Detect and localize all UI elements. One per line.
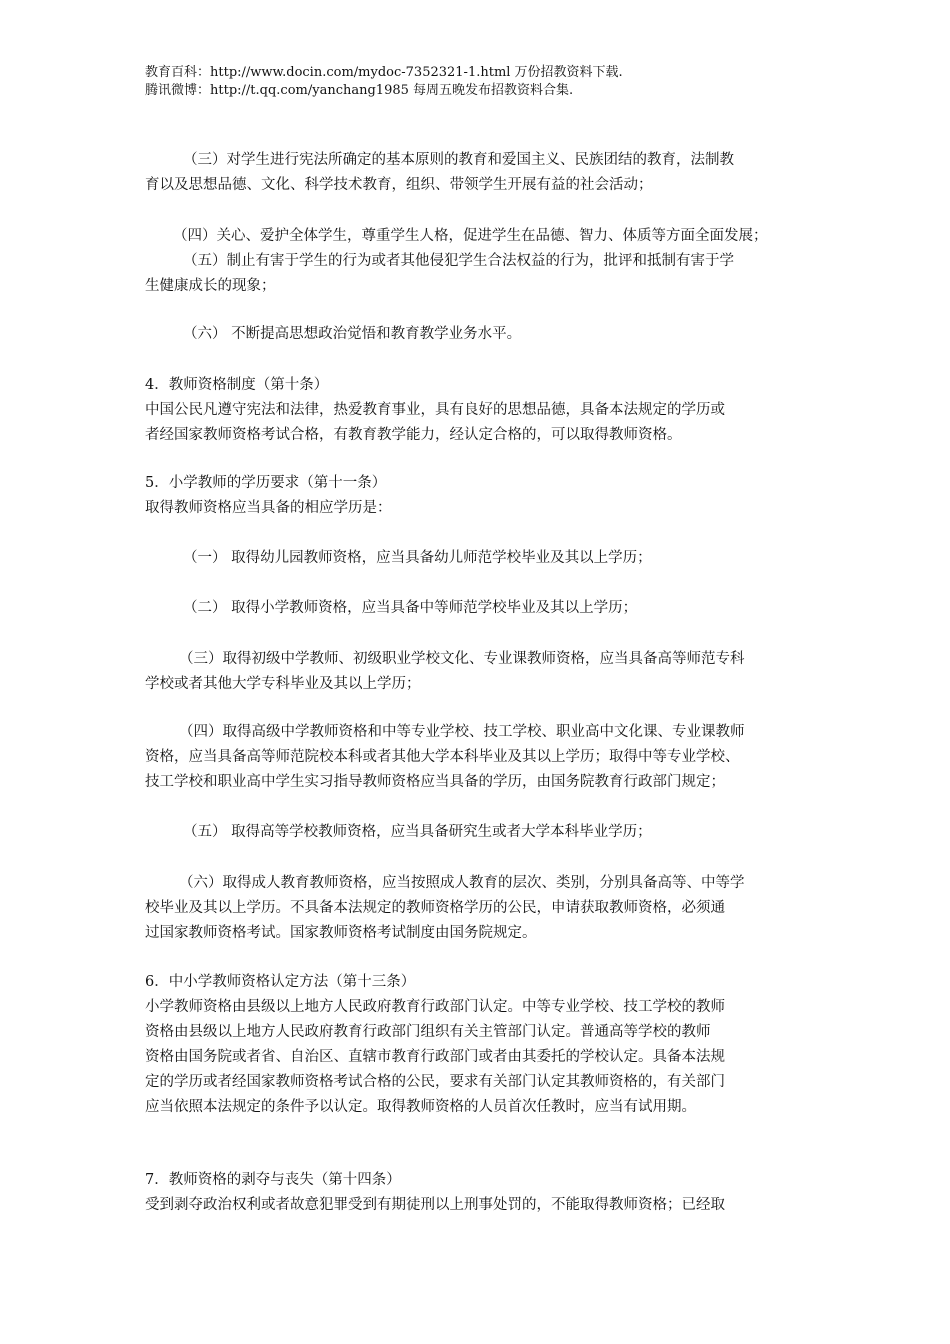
- paragraph-line: 育以及思想品德、文化、科学技术教育，组织、带领学生开展有益的社会活动；: [145, 177, 653, 193]
- paragraph-line: 中国公民凡遵守宪法和法律，热爱教育事业，具有良好的思想品德，具备本法规定的学历或: [145, 402, 725, 418]
- header-line-weibo[interactable]: 腾讯微博：http://t.qq.com/yanchang1985 每周五晚发布招教资料合集.: [145, 83, 574, 98]
- paragraph-line: 取得教师资格应当具备的相应学历是：: [145, 500, 392, 516]
- section-7: [145, 1168, 825, 1218]
- section-title: 6．中小学教师资格认定方法（第十三条）: [145, 974, 416, 990]
- paragraph-line: 定的学历或者经国家教师资格考试合格的公民，要求有关部门认定其教师资格的，有关部门: [145, 1074, 725, 1090]
- paragraph-line: （四）取得高级中学教师资格和中等专业学校、技工学校、职业高中文化课、专业课教师: [179, 724, 745, 740]
- section-title: 4．教师资格制度（第十条）: [145, 377, 329, 393]
- paragraph-line: 学校或者其他大学专科毕业及其以上学历；: [145, 676, 421, 692]
- paragraph-line: 过国家教师资格考试。国家教师资格考试制度由国务院规定。: [145, 925, 537, 941]
- s5-item-5: [145, 820, 825, 845]
- paragraph-line: 生健康成长的现象；: [145, 278, 276, 294]
- section-title: 7．教师资格的剥夺与丧失（第十四条）: [145, 1172, 401, 1188]
- s5-item-3: [145, 647, 825, 697]
- paragraph-line: （三）取得初级中学教师、初级职业学校文化、专业课教师资格，应当具备高等师范专科: [179, 651, 745, 667]
- paragraph-line: （二） 取得小学教师资格，应当具备中等师范学校毕业及其以上学历；: [183, 600, 638, 616]
- paragraph-line: （五） 取得高等学校教师资格，应当具备研究生或者大学本科毕业学历；: [183, 824, 652, 840]
- paragraph-line: 者经国家教师资格考试合格，有教育教学能力，经认定合格的，可以取得教师资格。: [145, 427, 682, 443]
- paragraph-line: 资格由国务院或者省、自治区、直辖市教育行政部门或者由其委托的学校认定。具备本法规: [145, 1049, 725, 1065]
- section-4: [145, 373, 825, 448]
- duty-item-3: [145, 148, 825, 198]
- s5-item-6: [145, 871, 825, 946]
- duty-item-5: [145, 249, 825, 299]
- paragraph-line: （四）关心、爱护全体学生，尊重学生人格，促进学生在品德、智力、体质等方面全面发展；: [173, 228, 768, 244]
- paragraph-line: （一） 取得幼儿园教师资格，应当具备幼儿师范学校毕业及其以上学历；: [183, 550, 652, 566]
- section-6: [145, 970, 825, 1120]
- duty-item-6: [145, 322, 825, 347]
- section-5: [145, 471, 825, 521]
- header-line-docin[interactable]: 教育百科：http://www.docin.com/mydoc-7352321-1.html 万份招教资料下载.: [145, 65, 623, 80]
- paragraph-line: （三）对学生进行宪法所确定的基本原则的教育和爱国主义、民族团结的教育，法制教: [183, 152, 734, 168]
- section-title: 5．小学教师的学历要求（第十一条）: [145, 475, 387, 491]
- paragraph-line: 受到剥夺政治权利或者故意犯罪受到有期徒刑以上刑事处罚的，不能取得教师资格；已经取: [145, 1197, 725, 1213]
- paragraph-line: 资格由县级以上地方人民政府教育行政部门组织有关主管部门认定。普通高等学校的教师: [145, 1024, 711, 1040]
- s5-item-4: [145, 720, 825, 795]
- paragraph-line: （五）制止有害于学生的行为或者其他侵犯学生合法权益的行为，批评和抵制有害于学: [183, 253, 734, 269]
- paragraph-line: 技工学校和职业高中学生实习指导教师资格应当具备的学历，由国务院教育行政部门规定；: [145, 774, 725, 790]
- s5-item-2: [145, 596, 825, 621]
- page-header: [145, 64, 623, 100]
- paragraph-line: 校毕业及其以上学历。不具备本法规定的教师资格学历的公民，申请获取教师资格，必须通: [145, 900, 725, 916]
- paragraph-line: （六） 不断提高思想政治觉悟和教育教学业务水平。: [183, 326, 522, 342]
- duty-item-4: [145, 224, 825, 249]
- s5-item-1: [145, 546, 825, 571]
- paragraph-line: 应当依照本法规定的条件予以认定。取得教师资格的人员首次任教时，应当有试用期。: [145, 1099, 696, 1115]
- paragraph-line: 资格，应当具备高等师范院校本科或者其他大学本科毕业及其以上学历；取得中等专业学校、: [145, 749, 740, 765]
- paragraph-line: （六）取得成人教育教师资格，应当按照成人教育的层次、类别，分别具备高等、中等学: [179, 875, 745, 891]
- paragraph-line: 小学教师资格由县级以上地方人民政府教育行政部门认定。中等专业学校、技工学校的教师: [145, 999, 725, 1015]
